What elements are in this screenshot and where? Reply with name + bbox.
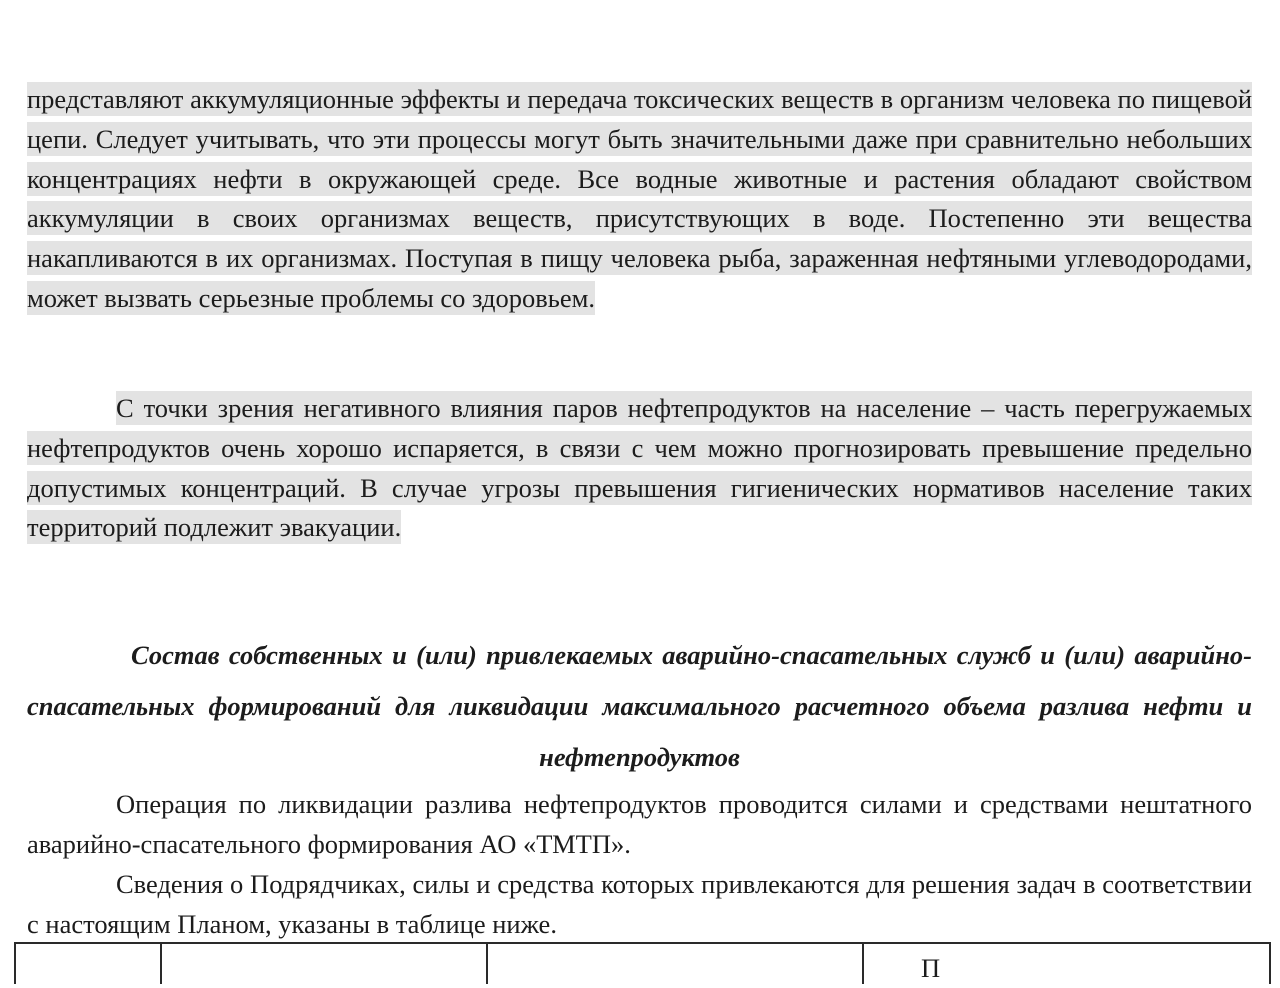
highlighted-text[interactable]: представляют аккумуляционные эффекты и передача токсических веществ в организм человека по пищевой цепи. Следует учитывать, что эти процессы могут быть значительными даже при сравнительно небольших концентрациях нефти в окружающей среде. Все водные животные и растения обладают свойством аккумуляции в своих организмах веществ, присутствующих в воде. Постепенно эти вещества накапливаются в их организмах. Поступая в пищу человека рыба, зараженная нефтяными углеводородами, может вызвать серьезные проблемы со здоровьем. xyxy=(27,84,1252,313)
section-heading: Состав собственных и (или) привлекаемых аварийно-спасательных служб и (или) аварийно-спасательных формирований для ликвидации максимального расчетного объема разлива нефти и нефтепродуктов xyxy=(27,640,1252,772)
contractors-table xyxy=(14,942,1271,984)
document-page xyxy=(27,0,1252,960)
table-header-cell: П xyxy=(921,953,941,983)
table-column-divider xyxy=(486,944,488,984)
table-column-divider xyxy=(862,944,864,984)
paragraph-toxic-accumulation xyxy=(27,80,1252,319)
paragraph-vapor-impact xyxy=(27,389,1252,548)
table-column-divider xyxy=(160,944,162,984)
highlighted-text[interactable]: С точки зрения негативного влияния паров нефтепродуктов на население – часть перегружаемых нефтепродуктов очень хорошо испаряется, в связи с чем можно прогнозировать превышение предельно допустимых концентраций. В случае угрозы превышения гигиенических нормативов население таких территорий подлежит эвакуации. xyxy=(27,393,1252,543)
paragraph-contractors: Сведения о Подрядчиках, силы и средства которых привлекаются для решения задач в соответствии с настоящим Планом, указаны в таблице ниже. xyxy=(27,869,1252,939)
paragraph-spill-operation: Операция по ликвидации разлива нефтепродуктов проводится силами и средствами нештатного аварийно-спасательного формирования АО «ТМТП». xyxy=(27,789,1252,859)
